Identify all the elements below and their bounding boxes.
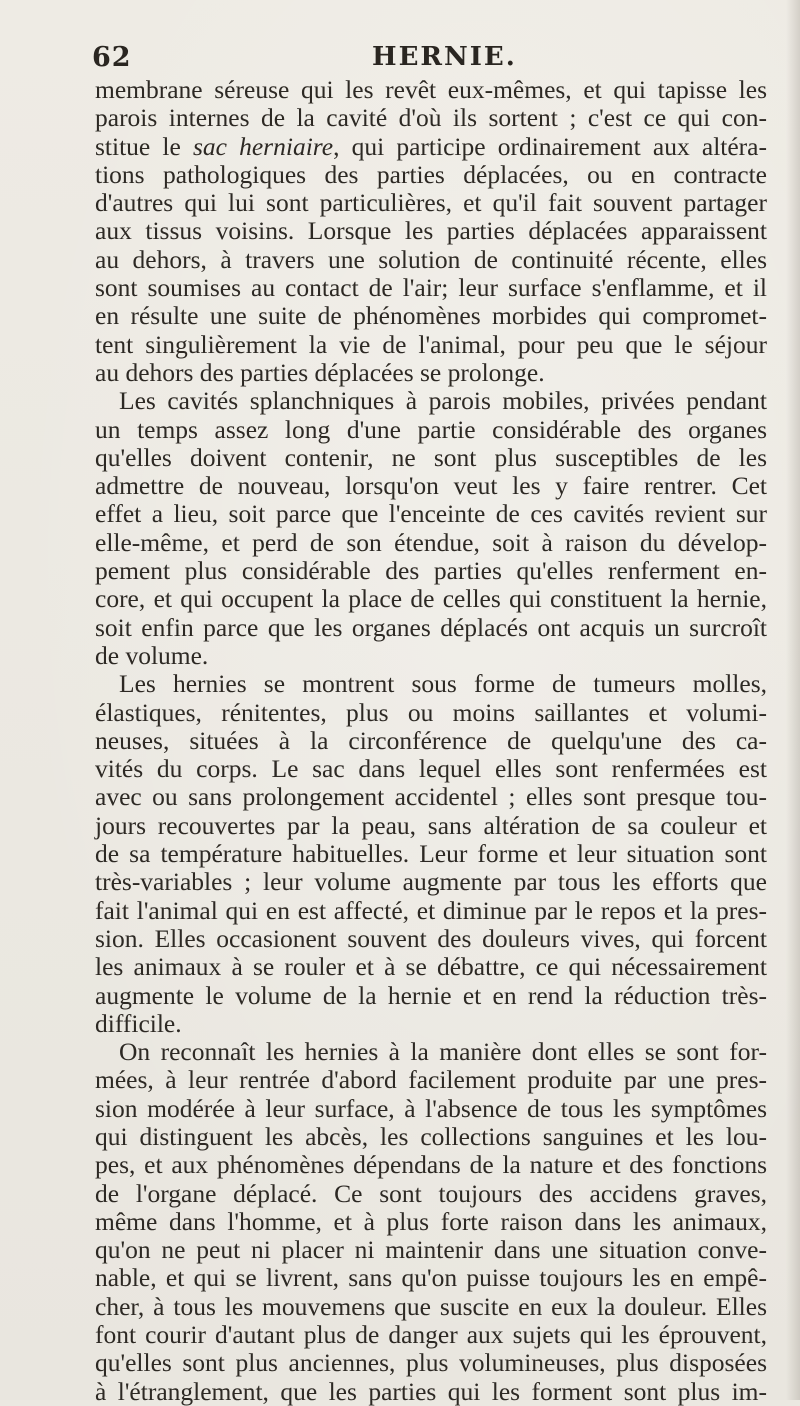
text-line: sion modérée à leur surface, à l'absence de tous les symptômes: [95, 1093, 767, 1123]
text-line: Les hernies se montrent sous forme de tumeurs molles,: [119, 669, 767, 699]
running-head: HERNIE.: [372, 42, 517, 72]
paragraph: [95, 387, 767, 670]
text-line: parois internes de la cavité d'où ils sortent ; c'est ce qui con-: [95, 103, 767, 133]
text-line: à l'étranglement, que les parties qui les forment sont plus im-: [95, 1376, 767, 1406]
text-line: au dehors des parties déplacées se prolonge.: [95, 357, 545, 387]
paragraph: [95, 76, 767, 387]
text-line: au dehors, à travers une solution de continuité récente, elles: [95, 244, 767, 274]
text-line: vités du corps. Le sac dans lequel elles sont renfermées est: [95, 754, 767, 784]
text-line: effet a lieu, soit parce que l'enceinte de ces cavités revient sur: [95, 499, 767, 529]
text-line: de volume.: [95, 640, 209, 670]
text-line: difficile.: [95, 1008, 182, 1038]
text-line: qui distinguent les abcès, les collections sanguines et les lou-: [95, 1121, 767, 1151]
text-line: tions pathologiques des parties déplacées, ou en contracte: [95, 159, 767, 189]
text-line: font courir d'autant plus de danger aux sujets qui les éprouvent,: [95, 1320, 767, 1350]
text-line: membrane séreuse qui les revêt eux-mêmes, et qui tapisse les: [95, 75, 767, 104]
text-line: cher, à tous les mouvemens que suscite en eux la douleur. Elles: [95, 1291, 767, 1321]
text-line: qu'elles sont plus anciennes, plus volumineuses, plus disposées: [95, 1348, 767, 1378]
page-number: 62: [92, 42, 132, 73]
paragraph: [95, 1038, 767, 1406]
text-line: aux tissus voisins. Lorsque les parties déplacées apparaissent: [95, 216, 767, 246]
text-line: augmente le volume de la hernie et en rend la réduction très-: [95, 980, 767, 1010]
text-line: admettre de nouveau, lorsqu'on veut les y faire rentrer. Cet: [95, 471, 767, 501]
text-line: mées, à leur rentrée d'abord facilement produite par une pres-: [95, 1065, 767, 1095]
italic-term: sac herniaire: [192, 131, 334, 161]
text-line: qu'on ne peut ni placer ni maintenir dans une situation conve-: [95, 1235, 767, 1265]
text-line: les animaux à se rouler et à se débattre, ce qui nécessairement: [95, 952, 767, 982]
text-line: un temps assez long d'une partie considérable des organes: [95, 414, 767, 444]
text-line: neuses, situées à la circonférence de quelqu'une des ca-: [95, 725, 767, 755]
text-line: stitue le sac herniaire, qui participe ordinairement aux altéra-: [95, 131, 767, 161]
text-line: avec ou sans prolongement accidentel ; elles sont presque tou-: [95, 782, 767, 812]
text-line: On reconnaît les hernies à la manière dont elles se sont for-: [119, 1037, 767, 1067]
page-header: [92, 28, 712, 78]
text-line: très-variables ; leur volume augmente par tous les efforts que: [95, 867, 767, 897]
text-line: de sa température habituelles. Leur forme et leur situation sont: [95, 839, 767, 869]
text-line: qu'elles doivent contenir, ne sont plus susceptibles de les: [95, 442, 767, 472]
body-text: [95, 76, 767, 1406]
text-line: fait l'animal qui en est affecté, et diminue par le repos et la pres-: [95, 895, 767, 925]
paragraph: [95, 670, 767, 1038]
text-line: même dans l'homme, et à plus forte raison dans les animaux,: [95, 1206, 767, 1236]
text-line: sont soumises au contact de l'air; leur surface s'enflamme, et il: [95, 273, 767, 303]
text-line: elle-même, et perd de son étendue, soit à raison du dévelop-: [95, 527, 767, 557]
text-line: tent singulièrement la vie de l'animal, pour peu que le séjour: [95, 329, 767, 359]
text-line: core, et qui occupent la place de celles qui constituent la hernie,: [95, 584, 767, 614]
text-line: de l'organe déplacé. Ce sont toujours des accidens graves,: [95, 1178, 767, 1208]
text-line: élastiques, rénitentes, plus ou moins saillantes et volumi-: [95, 697, 767, 727]
text-line: jours recouvertes par la peau, sans altération de sa couleur et: [95, 810, 767, 840]
text-line: nable, et qui se livrent, sans qu'on puisse toujours les en empê-: [95, 1263, 767, 1293]
text-line: pement plus considérable des parties qu'elles renferment en-: [95, 556, 767, 586]
text-line: sion. Elles occasionent souvent des douleurs vives, qui forcent: [95, 923, 767, 953]
text-line: Les cavités splanchniques à parois mobiles, privées pendant: [119, 386, 767, 416]
page-edge-shadow: [786, 0, 800, 1400]
text-line: d'autres qui lui sont particulières, et qu'il fait souvent partager: [95, 188, 767, 218]
text-line: pes, et aux phénomènes dépendans de la nature et des fonctions: [95, 1150, 767, 1180]
text-line: soit enfin parce que les organes déplacés ont acquis un surcroît: [95, 612, 767, 642]
text-line: en résulte une suite de phénomènes morbides qui compromet-: [95, 301, 767, 331]
